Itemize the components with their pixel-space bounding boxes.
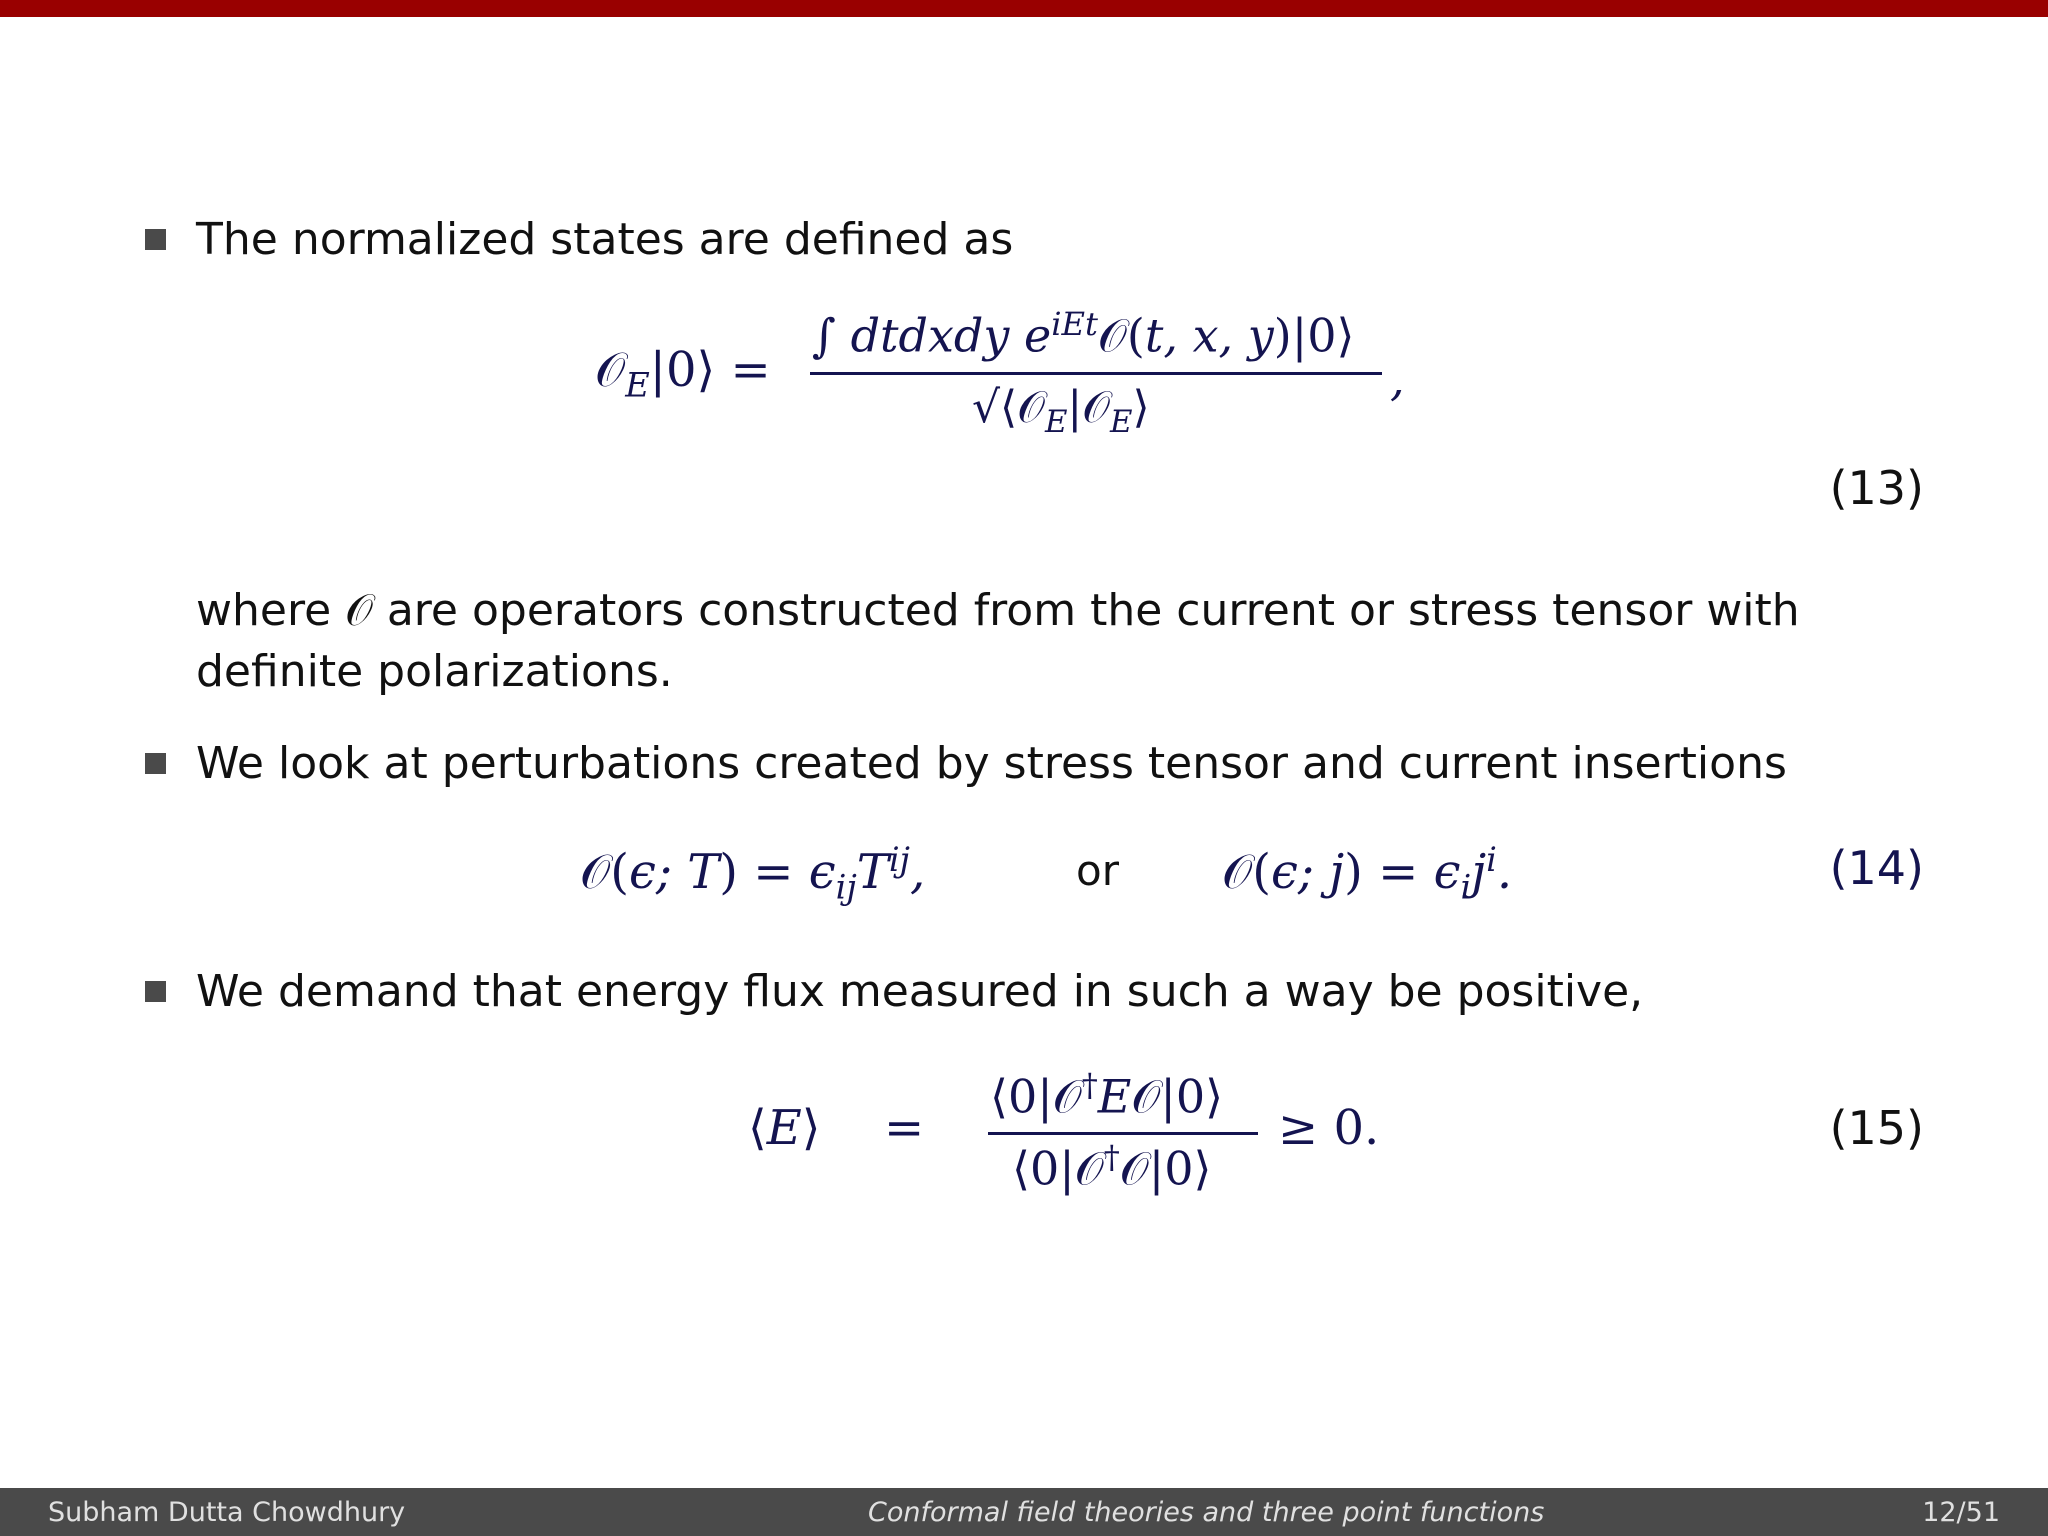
eq13-lhs: 𝒪$_E$|0⟩ =	[595, 342, 771, 405]
eq13-numerator: ∫ dtdxdy $e^{iEt}𝒪(t$, x, y)|0⟩	[812, 305, 1355, 363]
top-accent-bar	[0, 0, 2048, 17]
eq15-number: (15)	[1829, 1101, 1924, 1155]
eq15-denominator: ⟨0|𝒪†𝒪|0⟩	[1012, 1138, 1212, 1196]
bullet-text-perturbations: We look at perturbations created by stress tensor and current insertions	[196, 738, 1787, 789]
eq14-left: 𝒪(ϵ; $T) = \epsilon_{ij}T^{ij}$,	[580, 840, 926, 907]
eq13-denominator: √⟨𝒪$_E$|𝒪$_E$⟩	[972, 382, 1150, 440]
footer-author: Subham Dutta Chowdhury	[48, 1497, 406, 1528]
eq15-equals: =	[884, 1100, 925, 1156]
footer-bar	[0, 1488, 2048, 1536]
eq13-fraction-line	[810, 372, 1382, 375]
eq15-numerator: ⟨0|𝒪†E𝒪|0⟩	[990, 1066, 1224, 1124]
where-line-1: where 𝒪 are operators constructed from the current or stress tensor with	[196, 585, 1800, 636]
eq14-or: or	[1076, 846, 1119, 895]
where-line-2: definite polarizations.	[196, 646, 673, 697]
bullet-marker	[145, 981, 166, 1002]
eq13-comma: ,	[1390, 352, 1405, 406]
eq15-lhs: ⟨E⟩	[748, 1100, 821, 1156]
eq14-right: 𝒪(ϵ; $j) = \epsilon_ij^i$.	[1222, 840, 1513, 907]
bullet-marker	[145, 753, 166, 774]
eq15-fraction-line	[988, 1132, 1258, 1135]
footer-title: Conformal field theories and three point functions	[868, 1497, 1545, 1528]
footer-page-number: 12/51	[1922, 1497, 2000, 1528]
bullet-text-energy-flux: We demand that energy flux measured in such a way be positive,	[196, 966, 1644, 1017]
bullet-text-normalized-states: The normalized states are defined as	[196, 214, 1014, 265]
eq15-rhs: ≥ 0.	[1278, 1100, 1380, 1156]
eq14-number: (14)	[1829, 841, 1924, 895]
eq13-number: (13)	[1829, 461, 1924, 515]
bullet-marker	[145, 229, 166, 250]
